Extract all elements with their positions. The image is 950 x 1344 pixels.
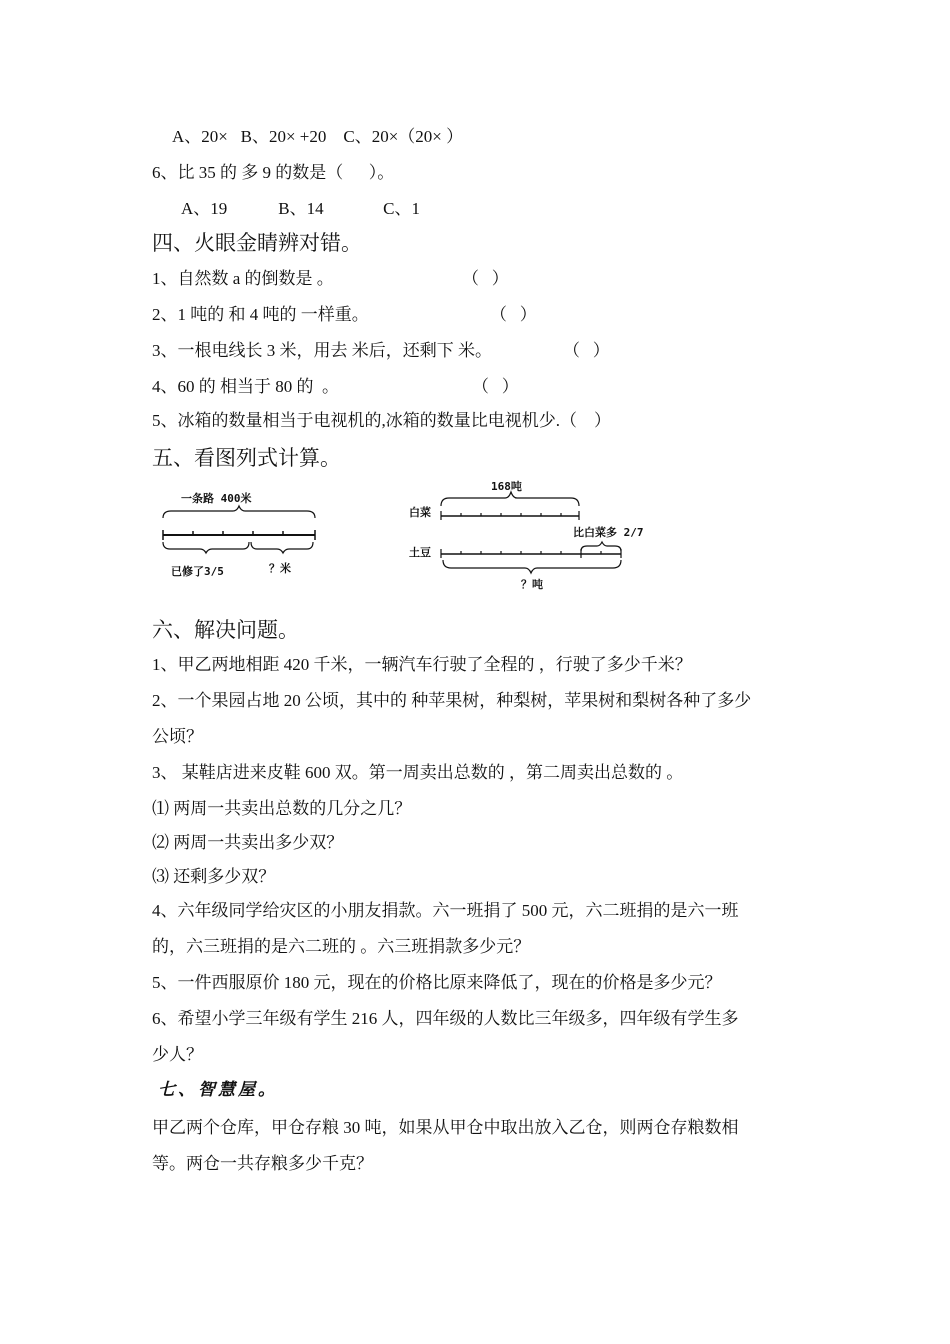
s6-line: 4、六年级同学给灾区的小朋友捐款。六一班捐了 500 元，六二班捐的是六一班 [152,901,739,920]
road-top-brace [163,506,315,518]
s6-line: ⑵ 两周一共卖出多少双？ [152,833,344,852]
s6-line: 2、一个果园占地 20 公顷，其中的 种苹果树，种梨树，苹果树和梨树各种了多少 [152,691,752,710]
cabbage-brace [441,492,579,506]
potato-brace [443,560,621,573]
s6-line: ⑴ 两周一共卖出总数的几分之几？ [152,799,412,818]
row-cabbage-label: 白菜 [409,506,431,519]
diagram-road [155,485,330,585]
q6-text: 6、比 35 的 多 9 的数是（ ）。 [152,163,395,182]
s4-item-5: 5、冰箱的数量相当于电视机的,冰箱的数量比电视机少.（ ） [152,411,611,430]
section-7-title: 七、智慧屋。 [158,1080,278,1099]
s4-paren-4: （ ） [472,377,519,396]
s6-line: 1、甲乙两地相距 420 千米，一辆汽车行驶了全程的 ，行驶了多少千米？ [152,655,692,674]
road-done-label: 已修了3/5 [171,565,224,578]
potato-ask-label: ？吨 [521,578,543,591]
s7-line: 等。两仓一共存粮多少千克？ [152,1154,373,1173]
s4-item-1: 1、自然数 a 的倒数是 。 [152,269,334,288]
s4-paren-3: （ ） [563,341,610,360]
row-potato-label: 土豆 [409,546,431,559]
cabbage-amount-label: 168吨 [491,480,522,493]
diagram-vegetables [405,478,650,593]
road-rest-label: ？米 [269,562,291,575]
s4-paren-2: （ ） [490,305,537,324]
s7-line: 甲乙两个仓库，甲仓存粮 30 吨，如果从甲仓中取出放入乙仓，则两仓存粮数相 [152,1118,739,1137]
section-6-title: 六、解决问题。 [152,618,299,642]
s4-item-2: 2、1 吨的 和 4 吨的 一样重。 [152,305,369,324]
s6-line: 少人？ [152,1045,203,1064]
q6-options: A、19 B、14 C、1 [181,199,420,218]
more-label: 比白菜多 2/7 [573,526,644,539]
s6-line: 5、一件西服原价 180 元，现在的价格比原来降低了，现在的价格是多少元？ [152,973,722,992]
q5-options: A、20× B、20× +20 C、20×（20× ） [172,127,464,146]
more-brace [581,542,621,551]
s4-paren-1: （ ） [462,269,509,288]
s6-line: 公顷？ [152,727,203,746]
s4-item-4: 4、60 的 相当于 80 的 。 [152,377,339,396]
s6-line: ⑶ 还剩多少双？ [152,867,276,886]
s6-line: 3、 某鞋店进来皮鞋 600 双。第一周卖出总数的 ，第二周卖出总数的 。 [152,763,684,782]
section-5-title: 五、看图列式计算。 [152,446,341,470]
s6-line: 6、希望小学三年级有学生 216 人，四年级的人数比三年级多，四年级有学生多 [152,1009,739,1028]
s6-line: 的，六三班捐的是六二班的 。六三班捐款多少元？ [152,937,531,956]
s4-item-3: 3、一根电线长 3 米，用去 米后，还剩下 米。 [152,341,492,360]
road-done-brace [163,542,249,553]
road-rest-brace [251,542,313,553]
section-4-title: 四、火眼金睛辨对错。 [152,231,362,255]
road-total-label: 一条路 400米 [181,492,252,505]
